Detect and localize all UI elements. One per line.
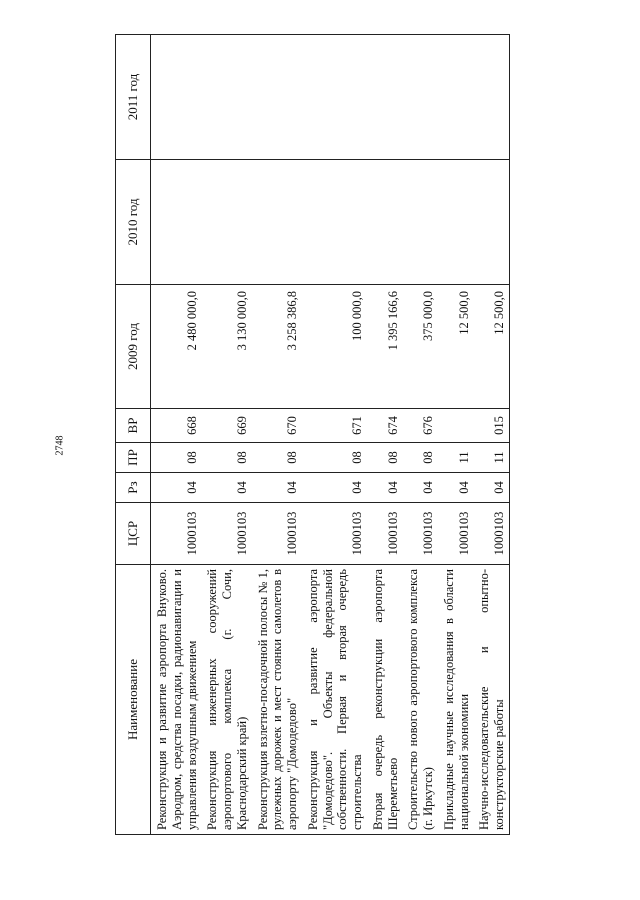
row-2011 <box>402 35 438 160</box>
header-2009: 2009 год <box>116 285 151 409</box>
table-row <box>302 35 367 835</box>
row-rz: 04 <box>402 473 438 503</box>
row-2010 <box>201 160 251 285</box>
row-csr: 1000103 <box>252 503 302 565</box>
row-2011 <box>201 35 251 160</box>
table-row <box>367 35 403 835</box>
row-pr: 11 <box>438 443 474 473</box>
row-2011 <box>473 35 509 160</box>
row-pr: 08 <box>402 443 438 473</box>
row-vr: 671 <box>302 409 367 443</box>
row-vr: 674 <box>367 409 403 443</box>
row-name: Строительство нового аэропортового комплекса (г. Иркутск) <box>402 565 438 835</box>
row-2009: 3 258 386,8 <box>252 285 302 409</box>
budget-table <box>115 34 510 835</box>
row-2009: 12 500,0 <box>473 285 509 409</box>
row-2009: 12 500,0 <box>438 285 474 409</box>
row-2009: 2 480 000,0 <box>151 285 202 409</box>
rotated-table-frame <box>115 35 595 835</box>
row-2010 <box>402 160 438 285</box>
row-2011 <box>438 35 474 160</box>
row-2010 <box>367 160 403 285</box>
row-csr: 1000103 <box>402 503 438 565</box>
row-pr: 11 <box>473 443 509 473</box>
header-vr: ВР <box>116 409 151 443</box>
row-pr: 08 <box>151 443 202 473</box>
row-2009: 1 395 166,6 <box>367 285 403 409</box>
row-2011 <box>252 35 302 160</box>
row-csr: 1000103 <box>367 503 403 565</box>
row-name: Прикладные научные исследования в области национальной экономики <box>438 565 474 835</box>
row-name: Реконструкция взлетно-посадочной полосы № 1, рулежных дорожек и мест стоянки самолетов в аэропорту "Домодедово" <box>252 565 302 835</box>
row-rz: 04 <box>151 473 202 503</box>
row-rz: 04 <box>302 473 367 503</box>
header-name: Наименование <box>116 565 151 835</box>
row-csr: 1000103 <box>201 503 251 565</box>
row-rz: 04 <box>252 473 302 503</box>
row-pr: 08 <box>367 443 403 473</box>
row-pr: 08 <box>302 443 367 473</box>
row-name: Реконструкция и развитие аэропорта "Домодедово". Объекты федеральной собственности. Первая и вторая очередь строительства <box>302 565 367 835</box>
row-2010 <box>473 160 509 285</box>
row-2011 <box>151 35 202 160</box>
row-vr: 015 <box>473 409 509 443</box>
row-name: Реконструкция и развитие аэропорта Внуково. Аэродром, средства посадки, радионавигации и управления воздушным движением <box>151 565 202 835</box>
page-number: 2748 <box>54 435 66 456</box>
header-2011: 2011 год <box>116 35 151 160</box>
row-2011 <box>302 35 367 160</box>
row-vr: 670 <box>252 409 302 443</box>
row-2011 <box>367 35 403 160</box>
row-name: Реконструкция инженерных сооружений аэропортового комплекса (г. Сочи, Краснодарский край) <box>201 565 251 835</box>
row-2009: 3 130 000,0 <box>201 285 251 409</box>
row-csr: 1000103 <box>438 503 474 565</box>
row-rz: 04 <box>367 473 403 503</box>
row-2010 <box>438 160 474 285</box>
row-csr: 1000103 <box>302 503 367 565</box>
row-vr: 668 <box>151 409 202 443</box>
row-rz: 04 <box>201 473 251 503</box>
header-pr: ПР <box>116 443 151 473</box>
row-csr: 1000103 <box>473 503 509 565</box>
table-row <box>473 35 509 835</box>
row-rz: 04 <box>473 473 509 503</box>
row-vr: 676 <box>402 409 438 443</box>
table-row <box>438 35 474 835</box>
table-row <box>201 35 251 835</box>
row-2010 <box>252 160 302 285</box>
row-pr: 08 <box>252 443 302 473</box>
row-2009: 100 000,0 <box>302 285 367 409</box>
row-2009: 375 000,0 <box>402 285 438 409</box>
table-row <box>151 35 202 835</box>
header-2010: 2010 год <box>116 160 151 285</box>
row-vr: 669 <box>201 409 251 443</box>
row-csr: 1000103 <box>151 503 202 565</box>
row-name: Научно-исследовательские и опытно-конструкторские работы <box>473 565 509 835</box>
header-csr: ЦСР <box>116 503 151 565</box>
row-2010 <box>302 160 367 285</box>
row-name: Вторая очередь реконструкции аэропорта Шереметьево <box>367 565 403 835</box>
table-row <box>252 35 302 835</box>
row-pr: 08 <box>201 443 251 473</box>
row-vr <box>438 409 474 443</box>
row-rz: 04 <box>438 473 474 503</box>
table-row <box>402 35 438 835</box>
row-2010 <box>151 160 202 285</box>
header-rz: Рз <box>116 473 151 503</box>
table-header-row <box>116 35 151 835</box>
